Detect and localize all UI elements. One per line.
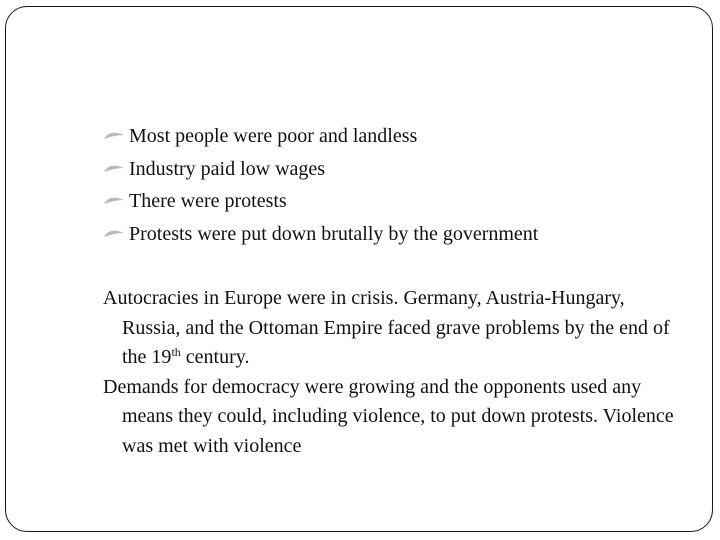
bullet-item — [103, 153, 538, 186]
paragraph-text: Autocracies in Europe were in crisis. Germany, Austria-Hungary, Russia, and the Ottoman Empire faced grave problems by the end of the 19 — [103, 287, 670, 368]
swash-bullet-icon — [103, 163, 129, 175]
bullet-text: Most people were poor and landless — [129, 125, 418, 148]
swash-bullet-icon — [103, 130, 129, 142]
paragraph-text-end: century. — [180, 346, 250, 368]
bullet-text: Industry paid low wages — [129, 157, 326, 180]
bullet-list — [103, 120, 538, 250]
bullet-item — [103, 120, 538, 153]
bullet-text: Protests were put down brutally by the government — [129, 222, 539, 245]
democracy-paragraph: Demands for democracy were growing and the opponents used any means they could, including violence, to put down protests. Violence was met with violence — [103, 375, 674, 457]
swash-bullet-icon — [103, 228, 129, 240]
autocracies-paragraph — [103, 284, 678, 373]
bullet-text: There were protests — [129, 190, 287, 213]
swash-bullet-icon — [103, 195, 129, 207]
body-text — [103, 284, 678, 461]
bullet-item — [103, 185, 538, 218]
bullet-item — [103, 218, 538, 251]
ordinal-suffix: th — [171, 345, 181, 359]
